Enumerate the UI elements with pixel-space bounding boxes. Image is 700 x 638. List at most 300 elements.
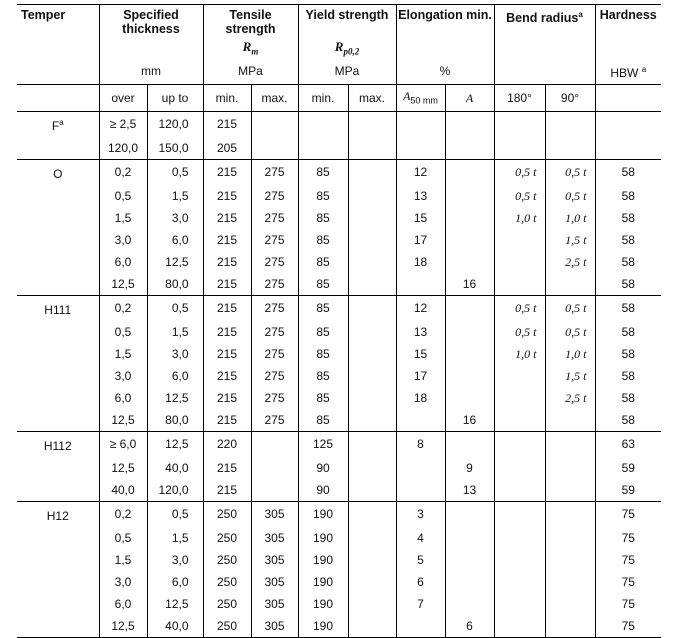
sub-a50: $A_{50 mm}$ xyxy=(396,84,445,111)
cell-bend-180 xyxy=(494,273,545,296)
cell-yield-max xyxy=(348,479,396,502)
cell-a50 xyxy=(396,479,445,502)
cell-hardness: 58 xyxy=(621,390,635,405)
cell-yield-max xyxy=(348,137,396,160)
cell-bend-90: 2,5 t xyxy=(545,251,595,273)
cell-bend-90: 0,5 t xyxy=(545,185,595,207)
cell-over: ≥ 6,0 xyxy=(99,431,147,457)
cell-up-to: 0,5 xyxy=(147,501,203,527)
cell-tensile-min: 215 xyxy=(203,409,251,432)
cell-yield-max xyxy=(348,321,396,343)
sub-up-to: up to xyxy=(147,84,203,111)
cell-hardness: 75 xyxy=(621,596,635,611)
cell-hardness: 58 xyxy=(621,412,635,427)
cell-bend-180 xyxy=(494,457,545,479)
cell-a50: 8 xyxy=(396,431,445,457)
cell-bend-180: 0,5 t xyxy=(494,159,545,185)
cell-over: 6,0 xyxy=(99,387,147,409)
table-row xyxy=(17,137,661,160)
cell-hardness: 75 xyxy=(621,574,635,589)
cell-a50 xyxy=(396,615,445,638)
cell-up-to: 6,0 xyxy=(147,571,203,593)
cell-tensile-min: 215 xyxy=(203,295,251,321)
cell-yield-min: 85 xyxy=(298,273,348,296)
table-row xyxy=(17,571,661,593)
cell-tensile-max: 305 xyxy=(251,501,298,527)
cell-a xyxy=(445,111,494,137)
cell-over: 120,0 xyxy=(99,137,147,160)
cell-a50: 18 xyxy=(396,387,445,409)
cell-a50 xyxy=(396,111,445,137)
cell-hardness: 58 xyxy=(621,324,635,339)
cell-yield-min: 85 xyxy=(298,251,348,273)
cell-yield-max xyxy=(348,273,396,296)
specified-thickness-header: Specified thickness xyxy=(99,5,203,59)
cell-bend-180: 0,5 t xyxy=(494,321,545,343)
cell-yield-max xyxy=(348,343,396,365)
table-row xyxy=(17,501,661,527)
cell-yield-max xyxy=(348,615,396,638)
cell-yield-max xyxy=(348,549,396,571)
cell-bend-90 xyxy=(545,273,595,296)
cell-tensile-max: 275 xyxy=(251,159,298,185)
temper-cell-empty xyxy=(17,549,99,571)
cell-over: 3,0 xyxy=(99,571,147,593)
cell-a50: 5 xyxy=(396,549,445,571)
cell-yield-min: 125 xyxy=(298,431,348,457)
cell-up-to: 6,0 xyxy=(147,365,203,387)
cell-over: 12,5 xyxy=(99,457,147,479)
cell-over: 0,2 xyxy=(99,159,147,185)
cell-yield-min: 85 xyxy=(298,321,348,343)
cell-over: 0,5 xyxy=(99,321,147,343)
cell-a50 xyxy=(396,137,445,160)
cell-tensile-max: 275 xyxy=(251,387,298,409)
cell-bend-90 xyxy=(545,615,595,638)
cell-tensile-max: 275 xyxy=(251,229,298,251)
cell-yield-min xyxy=(298,137,348,160)
tensile-strength-label: Tensile strength xyxy=(225,8,276,36)
yield-strength-header xyxy=(298,5,396,59)
cell-a50 xyxy=(396,273,445,296)
cell-hardness: 59 xyxy=(621,460,635,475)
cell-yield-min: 190 xyxy=(298,593,348,615)
cell-tensile-min: 250 xyxy=(203,571,251,593)
tensile-unit: MPa xyxy=(203,59,298,85)
cell-up-to: 1,5 xyxy=(147,321,203,343)
cell-up-to: 12,5 xyxy=(147,251,203,273)
cell-tensile-min: 250 xyxy=(203,593,251,615)
cell-hardness: 58 xyxy=(621,188,635,203)
temper-cell-empty xyxy=(17,207,99,229)
temper-cell-empty xyxy=(17,273,99,296)
cell-a50 xyxy=(396,457,445,479)
cell-bend-90: 0,5 t xyxy=(545,295,595,321)
cell-a50: 15 xyxy=(396,207,445,229)
cell-a50: 17 xyxy=(396,365,445,387)
cell-bend-180: 0,5 t xyxy=(494,295,545,321)
cell-yield-min: 85 xyxy=(298,295,348,321)
temper-cell-empty xyxy=(17,185,99,207)
cell-up-to: 3,0 xyxy=(147,207,203,229)
cell-over: ≥ 2,5 xyxy=(99,111,147,137)
cell-tensile-min: 215 xyxy=(203,387,251,409)
table-row xyxy=(17,615,661,638)
temper-cell-empty xyxy=(17,593,99,615)
cell-a xyxy=(445,431,494,457)
cell-yield-max xyxy=(348,409,396,432)
cell-tensile-max: 275 xyxy=(251,409,298,432)
cell-tensile-min: 215 xyxy=(203,111,251,137)
cell-bend-180: 1,0 t xyxy=(494,343,545,365)
cell-over: 12,5 xyxy=(99,273,147,296)
cell-bend-90: 1,0 t xyxy=(545,343,595,365)
temper-cell-empty xyxy=(17,615,99,638)
sub-90: 90° xyxy=(545,84,595,111)
cell-a xyxy=(445,343,494,365)
cell-tensile-min: 215 xyxy=(203,479,251,502)
cell-bend-90 xyxy=(545,527,595,549)
cell-a: 16 xyxy=(445,273,494,296)
cell-up-to: 80,0 xyxy=(147,273,203,296)
cell-over: 40,0 xyxy=(99,479,147,502)
cell-a xyxy=(445,229,494,251)
temper-cell-empty xyxy=(17,479,99,502)
cell-yield-max xyxy=(348,229,396,251)
cell-hardness: 75 xyxy=(595,615,661,638)
cell-yield-max xyxy=(348,501,396,527)
cell-bend-90 xyxy=(545,501,595,527)
cell-up-to: 3,0 xyxy=(147,549,203,571)
cell-a: 6 xyxy=(445,615,494,638)
table-row xyxy=(17,479,661,502)
cell-a: 13 xyxy=(445,479,494,502)
cell-up-to: 0,5 xyxy=(147,295,203,321)
cell-bend-90 xyxy=(545,549,595,571)
table-row xyxy=(17,457,661,479)
table-row xyxy=(17,273,661,296)
cell-yield-min: 85 xyxy=(298,185,348,207)
cell-a50: 4 xyxy=(396,527,445,549)
cell-bend-180 xyxy=(494,137,545,160)
temper-cell-empty xyxy=(17,343,99,365)
cell-tensile-min: 215 xyxy=(203,207,251,229)
cell-a xyxy=(445,321,494,343)
cell-tensile-max: 305 xyxy=(251,615,298,638)
cell-up-to: 12,5 xyxy=(147,431,203,457)
temper-cell: H111 xyxy=(17,295,99,321)
cell-bend-90: 0,5 t xyxy=(545,321,595,343)
sub-over: over xyxy=(99,84,147,111)
cell-hardness: 58 xyxy=(621,210,635,225)
cell-over: 1,5 xyxy=(99,549,147,571)
cell-over: 0,5 xyxy=(99,527,147,549)
cell-over: 12,5 xyxy=(99,615,147,638)
cell-hardness xyxy=(595,111,661,137)
cell-bend-180 xyxy=(494,251,545,273)
cell-tensile-min: 250 xyxy=(203,549,251,571)
cell-yield-min: 85 xyxy=(298,229,348,251)
cell-yield-min: 190 xyxy=(298,571,348,593)
cell-a xyxy=(445,501,494,527)
cell-yield-max xyxy=(348,251,396,273)
temper-cell: H112 xyxy=(17,431,99,457)
cell-bend-90: 1,5 t xyxy=(545,229,595,251)
cell-tensile-min: 250 xyxy=(203,501,251,527)
cell-hardness: 58 xyxy=(595,159,661,185)
cell-bend-180 xyxy=(494,615,545,638)
tensile-strength-header xyxy=(203,5,298,59)
cell-yield-min: 190 xyxy=(298,527,348,549)
cell-bend-180 xyxy=(494,593,545,615)
cell-up-to: 12,5 xyxy=(147,593,203,615)
bend-radius-header: Bend radius$^a$ xyxy=(494,5,595,59)
elongation-header: Elongation min. xyxy=(396,5,494,59)
table-row xyxy=(17,431,661,457)
elongation-unit: % xyxy=(396,59,494,85)
cell-bend-180 xyxy=(494,501,545,527)
cell-tensile-max xyxy=(251,479,298,502)
temper-header: Temper xyxy=(17,5,99,59)
sub-yield-max: max. xyxy=(348,84,396,111)
sub-tensile-max: max. xyxy=(251,84,298,111)
cell-bend-90 xyxy=(545,409,595,432)
cell-yield-min: 85 xyxy=(298,207,348,229)
cell-bend-180: 0,5 t xyxy=(494,185,545,207)
cell-over: 3,0 xyxy=(99,229,147,251)
cell-over: 0,2 xyxy=(99,295,147,321)
cell-a50: 6 xyxy=(396,571,445,593)
temper-cell: H12 xyxy=(17,501,99,527)
table-row xyxy=(17,343,661,365)
temper-cell-empty xyxy=(17,409,99,432)
subheader-row xyxy=(17,84,661,111)
cell-tensile-max: 275 xyxy=(251,185,298,207)
cell-tensile-max: 275 xyxy=(251,207,298,229)
cell-tensile-min: 250 xyxy=(203,615,251,638)
cell-yield-min: 90 xyxy=(298,457,348,479)
cell-a xyxy=(445,365,494,387)
cell-a xyxy=(445,527,494,549)
cell-tensile-min: 205 xyxy=(203,137,251,160)
cell-tensile-max: 305 xyxy=(251,593,298,615)
yield-unit: MPa xyxy=(298,59,396,85)
cell-bend-180: 1,0 t xyxy=(494,207,545,229)
cell-up-to: 150,0 xyxy=(147,137,203,160)
yield-strength-label: Yield strength xyxy=(305,8,389,22)
cell-a xyxy=(445,549,494,571)
cell-yield-max xyxy=(348,207,396,229)
table-row xyxy=(17,251,661,273)
cell-yield-max xyxy=(348,571,396,593)
cell-tensile-max: 275 xyxy=(251,321,298,343)
temper-cell-empty xyxy=(17,321,99,343)
cell-bend-90: 1,0 t xyxy=(545,207,595,229)
cell-up-to: 80,0 xyxy=(147,409,203,432)
cell-tensile-min: 220 xyxy=(203,431,251,457)
cell-a xyxy=(445,593,494,615)
cell-tensile-max xyxy=(251,431,298,457)
cell-hardness: 59 xyxy=(621,482,635,497)
cell-yield-min: 85 xyxy=(298,159,348,185)
cell-up-to: 120,0 xyxy=(147,111,203,137)
cell-tensile-min: 215 xyxy=(203,457,251,479)
tensile-symbol: $R_m$ xyxy=(242,39,259,57)
table-row xyxy=(17,159,661,185)
properties-table-wrapper xyxy=(17,4,661,638)
hardness-header: Hardness xyxy=(595,5,661,59)
cell-hardness: 58 xyxy=(595,295,661,321)
cell-tensile-min: 250 xyxy=(203,527,251,549)
cell-bend-180 xyxy=(494,365,545,387)
cell-yield-min: 85 xyxy=(298,365,348,387)
cell-yield-min: 190 xyxy=(298,501,348,527)
table-row xyxy=(17,321,661,343)
table-row xyxy=(17,593,661,615)
cell-tensile-max: 275 xyxy=(251,365,298,387)
cell-up-to: 40,0 xyxy=(147,457,203,479)
cell-tensile-max: 275 xyxy=(251,251,298,273)
cell-hardness xyxy=(595,137,661,160)
cell-up-to: 0,5 xyxy=(147,159,203,185)
cell-bend-180 xyxy=(494,479,545,502)
cell-yield-min: 190 xyxy=(298,549,348,571)
temper-cell-empty xyxy=(17,229,99,251)
cell-hardness: 75 xyxy=(621,530,635,545)
cell-hardness: 58 xyxy=(621,254,635,269)
cell-tensile-max: 275 xyxy=(251,343,298,365)
cell-up-to: 3,0 xyxy=(147,343,203,365)
cell-tensile-max: 275 xyxy=(251,273,298,296)
cell-bend-90 xyxy=(545,457,595,479)
temper-cell-empty xyxy=(17,137,99,160)
cell-up-to: 120,0 xyxy=(147,479,203,502)
temper-cell-empty xyxy=(17,365,99,387)
cell-bend-90 xyxy=(545,137,595,160)
thickness-unit: mm xyxy=(99,59,203,85)
cell-a50: 17 xyxy=(396,229,445,251)
cell-bend-90: 2,5 t xyxy=(545,387,595,409)
cell-tensile-min: 215 xyxy=(203,185,251,207)
cell-a xyxy=(445,185,494,207)
cell-over: 6,0 xyxy=(99,251,147,273)
cell-bend-90: 1,5 t xyxy=(545,365,595,387)
cell-bend-90: 0,5 t xyxy=(545,159,595,185)
cell-over: 0,5 xyxy=(99,185,147,207)
cell-yield-min: 85 xyxy=(298,387,348,409)
cell-bend-180 xyxy=(494,431,545,457)
table-body xyxy=(17,111,661,637)
cell-yield-min: 85 xyxy=(298,343,348,365)
cell-tensile-min: 215 xyxy=(203,229,251,251)
cell-bend-180 xyxy=(494,229,545,251)
cell-a xyxy=(445,387,494,409)
cell-bend-180 xyxy=(494,387,545,409)
cell-tensile-min: 215 xyxy=(203,343,251,365)
cell-over: 1,5 xyxy=(99,343,147,365)
table-row xyxy=(17,409,661,432)
cell-tensile-max: 275 xyxy=(251,295,298,321)
yield-symbol: $R_{p0,2}$ xyxy=(334,39,360,57)
sub-180: 180° xyxy=(494,84,545,111)
cell-hardness: 58 xyxy=(621,346,635,361)
temper-cell-empty xyxy=(17,387,99,409)
cell-a50: 13 xyxy=(396,185,445,207)
mechanical-properties-table xyxy=(17,4,661,638)
hardness-unit: HBW $^a$ xyxy=(610,64,647,80)
cell-up-to: 12,5 xyxy=(147,387,203,409)
cell-a50 xyxy=(396,409,445,432)
cell-bend-180 xyxy=(494,527,545,549)
table-row xyxy=(17,365,661,387)
cell-bend-180 xyxy=(494,111,545,137)
temper-cell-empty xyxy=(17,457,99,479)
cell-tensile-max: 305 xyxy=(251,571,298,593)
cell-bend-90 xyxy=(545,479,595,502)
cell-yield-max xyxy=(348,111,396,137)
cell-hardness: 58 xyxy=(621,232,635,247)
cell-up-to: 40,0 xyxy=(147,615,203,638)
cell-over: 0,2 xyxy=(99,501,147,527)
cell-a: 16 xyxy=(445,409,494,432)
table-row xyxy=(17,111,661,137)
table-row xyxy=(17,185,661,207)
cell-a xyxy=(445,251,494,273)
cell-yield-min: 190 xyxy=(298,615,348,638)
table-row xyxy=(17,387,661,409)
temper-cell: O xyxy=(17,159,99,185)
cell-a50: 7 xyxy=(396,593,445,615)
cell-bend-90 xyxy=(545,593,595,615)
table-row xyxy=(17,229,661,251)
cell-a50: 15 xyxy=(396,343,445,365)
temper-cell-empty xyxy=(17,251,99,273)
sub-tensile-min: min. xyxy=(203,84,251,111)
units-row xyxy=(17,59,661,85)
cell-up-to: 1,5 xyxy=(147,185,203,207)
cell-a xyxy=(445,207,494,229)
cell-tensile-max xyxy=(251,137,298,160)
cell-tensile-min: 215 xyxy=(203,159,251,185)
cell-bend-180 xyxy=(494,571,545,593)
cell-a xyxy=(445,571,494,593)
cell-bend-180 xyxy=(494,409,545,432)
cell-tensile-max xyxy=(251,457,298,479)
cell-tensile-min: 215 xyxy=(203,365,251,387)
cell-a50: 18 xyxy=(396,251,445,273)
cell-a50: 13 xyxy=(396,321,445,343)
cell-over: 6,0 xyxy=(99,593,147,615)
cell-up-to: 1,5 xyxy=(147,527,203,549)
cell-yield-max xyxy=(348,159,396,185)
cell-over: 3,0 xyxy=(99,365,147,387)
cell-hardness: 75 xyxy=(595,501,661,527)
table-row xyxy=(17,549,661,571)
cell-bend-90 xyxy=(545,111,595,137)
temper-cell-empty xyxy=(17,571,99,593)
cell-yield-max xyxy=(348,365,396,387)
sub-a: A xyxy=(445,84,494,111)
cell-tensile-max xyxy=(251,111,298,137)
cell-tensile-max: 305 xyxy=(251,527,298,549)
cell-a50: 12 xyxy=(396,159,445,185)
cell-yield-max xyxy=(348,457,396,479)
cell-yield-max xyxy=(348,185,396,207)
cell-bend-90 xyxy=(545,431,595,457)
cell-over: 12,5 xyxy=(99,409,147,432)
cell-yield-max xyxy=(348,295,396,321)
header-row xyxy=(17,5,661,59)
